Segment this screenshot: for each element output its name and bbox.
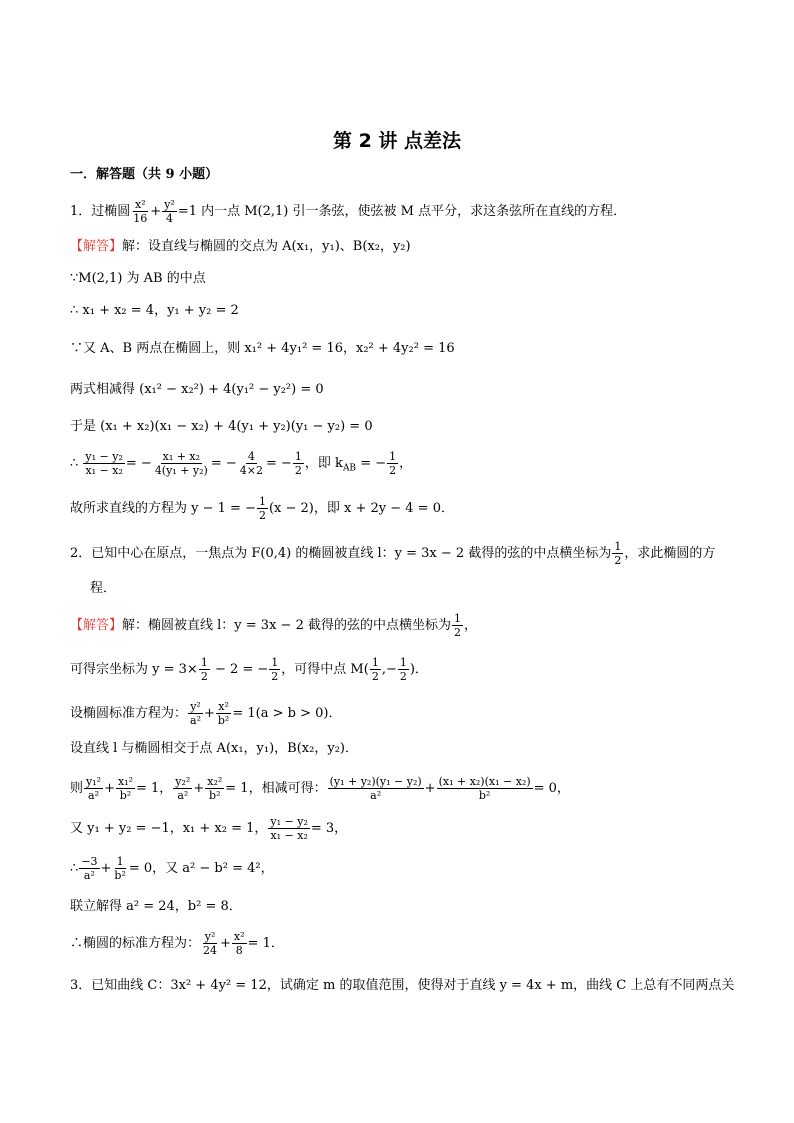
- fraction: $\frac{1}{2}$: [389, 450, 397, 477]
- answer-2-line-1: 【解答】解：椭圆被直线 l：y = 3x − 2 截得的弦的中点横坐标为 $\frac{1}{2}$ ，: [70, 612, 477, 639]
- answer-1-line-1: 【解答】解：设直线与椭圆的交点为 A(x₁，y₁)、B(x₂，y₂): [70, 239, 411, 254]
- fraction: $\frac{\text{y₂²}}{\text{a²}}$: [175, 775, 191, 802]
- question-2-cont: 程．: [90, 581, 117, 596]
- fraction: $\frac{\text{y²}}{24}$: [203, 930, 218, 957]
- answer-1-line-3: ∴ x₁ + x₂ = 4，y₁ + y₂ = 2: [70, 303, 239, 318]
- fraction: $\frac{\text{x₁ + x₂}}{\text{4(y₁ + y₂)}}$: [154, 450, 208, 477]
- fraction: $\frac{1}{2}$: [399, 656, 407, 683]
- answer-2-line-3: 设椭圆标准方程为： $\frac{\text{y²}}{\text{a²}}$ + $\frac{\text{x²}}{\text{b²}}$ = 1(a > b > 0)．: [70, 700, 342, 727]
- answer-1-line-4: ∵又 A、B 两点在椭圆上，则 x₁² + 4y₁² = 16，x₂² + 4y₂² = 16: [70, 341, 455, 356]
- section-heading: 一．解答题（共 9 小题）: [70, 167, 219, 182]
- question-1: 1．过椭圆 $\frac{\text{x²}}{16}$ + $\frac{\text{y²}}{4}$ =1 内一点 M(2,1) 引一条弦，使弦被 M 点平分，求这条弦所在直线的方程．: [70, 198, 627, 225]
- fraction: $\frac{\text{y₁ − y₂}}{\text{x₁ − x₂}}$: [270, 815, 308, 842]
- fraction: $\frac{\text{x²}}{16}$: [133, 198, 148, 225]
- fraction: $\frac{\text{y²}}{\text{a²}}$: [190, 700, 201, 727]
- fraction: $\frac{\text{(x₁ + x₂)(x₁ − x₂)}}{\text{b²}}$: [438, 775, 531, 802]
- fraction: $\frac{1}{2}$: [294, 450, 302, 477]
- fraction: $\frac{\text{x²}}{8}$: [233, 930, 245, 957]
- answer-2-line-4: 设直线 l 与椭圆相交于点 A(x₁，y₁)，B(x₂，y₂)．: [70, 741, 358, 756]
- fraction: $\frac{1}{2}$: [200, 656, 208, 683]
- fraction: $\frac{1}{2}$: [453, 612, 461, 639]
- fraction: $\frac{1}{2}$: [271, 656, 279, 683]
- q1-text-end: =1 内一点 M(2,1) 引一条弦，使弦被 M 点平分，求这条弦所在直线的方程．: [177, 204, 627, 219]
- answer-2-line-5: 则 $\frac{\text{y₁²}}{\text{a²}}$ + $\frac{\text{x₁²}}{\text{b²}}$ = 1， $\frac{\text{y₂²}}{\text{a²}}$ + $\frac{\text{x₂²}}{\text{b²}}$ = 1，相减可得： $\frac{\text{(y₁ + y₂)(y₁ − y₂)}}{\text{a²}}$ + $\frac{\text{(x₁ + x₂)(x₁ − x₂)}}{\text{b²}}$ = 0，: [70, 775, 570, 802]
- fraction: $\frac{\text{x₁²}}{\text{b²}}$: [117, 775, 133, 802]
- answer-2-line-7: ∴ $\frac{-3}{\text{a²}}$ + $\frac{1}{\text{b²}}$ = 0，又 a² − b² = 4²，: [70, 855, 274, 882]
- fraction: $\frac{\text{y₁²}}{\text{a²}}$: [86, 775, 102, 802]
- answer-tag: 【解答】: [70, 239, 123, 254]
- answer-2-line-8: 联立解得 a² = 24，b² = 8．: [70, 899, 242, 914]
- answer-2-line-9: ∴椭圆的标准方程为： $\frac{\text{y²}}{24}$ + $\frac{\text{x²}}{8}$ = 1．: [70, 930, 284, 957]
- answer-1-line-2: ∵M(2,1) 为 AB 的中点: [70, 271, 206, 286]
- fraction: $\frac{\text{y²}}{4}$: [164, 198, 175, 225]
- fraction: $\frac{1}{2}$: [258, 495, 266, 522]
- answer-1-line-6: 于是 (x₁ + x₂)(x₁ − x₂) + 4(y₁ + y₂)(y₁ − y₂) = 0: [70, 419, 373, 434]
- answer-2-line-2: 可得宗坐标为 y = 3× $\frac{1}{2}$ − 2 = − $\frac{1}{2}$ ，可得中点 M( $\frac{1}{2}$ ,− $\frac{1}{2}$ )．: [70, 656, 428, 683]
- answer-1-line-8: 故所求直线的方程为 y − 1 = − $\frac{1}{2}$ (x − 2)，即 x + 2y − 4 = 0．: [70, 495, 454, 522]
- answer-tag: 【解答】: [70, 618, 123, 633]
- question-3: 3．已知曲线 C：3x² + 4y² = 12，试确定 m 的取值范围，使得对于直线 y = 4x + m，曲线 C 上总有不同两点关: [70, 978, 735, 993]
- question-2: 2．已知中心在原点，一焦点为 F(0,4) 的椭圆被直线 l：y = 3x − 2 截得的弦的中点横坐标为 $\frac{1}{2}$ ，求此椭圆的方: [70, 540, 716, 567]
- fraction: $\frac{4}{4\times 2}$: [239, 450, 263, 477]
- answer-1-line-5: 两式相减得 (x₁² − x₂²) + 4(y₁² − y₂²) = 0: [70, 382, 324, 397]
- answer-1-line-7: ∴ $\frac{\text{y₁ − y₂}}{\text{x₁ − x₂}}$ = − $\frac{\text{x₁ + x₂}}{\text{4(y₁ + y₂)}}$ = − $\frac{4}{4\times 2}$ = − $\frac{1}{2}$ ，即 $k_{AB}$ = − $\frac{1}{2}$ ，: [70, 450, 413, 477]
- fraction: $\frac{\text{x²}}{\text{b²}}$: [217, 700, 230, 727]
- fraction: $\frac{1}{2}$: [614, 540, 622, 567]
- fraction: $\frac{\text{x₂²}}{\text{b²}}$: [207, 775, 223, 802]
- answer-2-line-6: 又 y₁ + y₂ = −1，x₁ + x₂ = 1， $\frac{\text{y₁ − y₂}}{\text{x₁ − x₂}}$ = 3，: [70, 815, 348, 842]
- fraction: $\frac{1}{2}$: [371, 656, 379, 683]
- q1-text: 1．过椭圆: [70, 204, 131, 219]
- fraction: $\frac{-3}{\text{a²}}$: [81, 855, 98, 882]
- page-title: 第 2 讲 点差法: [332, 130, 462, 152]
- fraction: $\frac{\text{(y₁ + y₂)(y₁ − y₂)}}{\text{a²}}$: [329, 775, 422, 802]
- fraction: $\frac{1}{\text{b²}}$: [114, 855, 126, 882]
- fraction: $\frac{\text{y₁ − y₂}}{\text{x₁ − x₂}}$: [85, 450, 123, 477]
